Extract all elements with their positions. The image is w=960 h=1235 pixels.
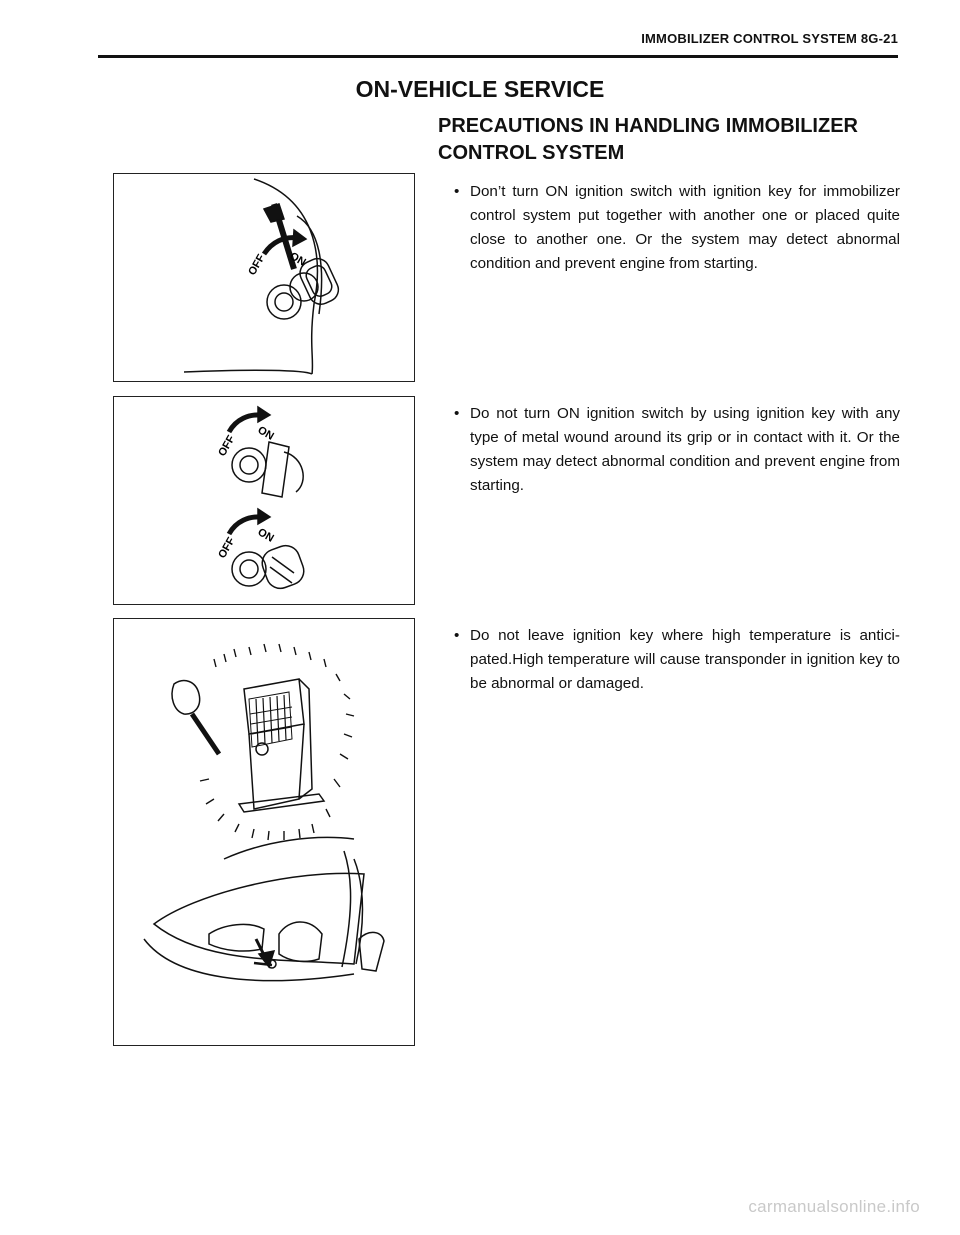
bullet-text: Don’t turn ON ignition switch with ignition key for immobilizer control system put together with another one or placed quite close to another one. Or the system may detect abnormal condition and prevent engine from starting. (470, 183, 900, 272)
heater-box (244, 679, 304, 734)
key-blade (192, 714, 219, 754)
subsection-heading: PRECAUTIONS IN HANDLING IMMOBILIZER CONTROL SYSTEM (438, 115, 858, 164)
figure-key-metal-grip (113, 396, 415, 605)
illustration-metal-keys (114, 397, 414, 604)
bullet-marker: • (454, 405, 460, 422)
bullet-text: Do not turn ON ignition switch by using ignition key with any type of metal wound around its grip or in contact with it. Or the system may detect abnormal condition and prevent engine from starting. (470, 405, 900, 494)
label-on-bottom: ON (255, 526, 276, 545)
dashboard-line (144, 939, 354, 981)
bullet-item-1 (438, 180, 900, 276)
bullet-item-2 (438, 402, 900, 498)
label-on-top: ON (255, 424, 276, 443)
label-off-bottom: OFF (216, 535, 238, 561)
illustration-heat-sources (114, 619, 414, 1045)
side-mirror (359, 932, 384, 971)
second-key-cylinder (290, 273, 318, 301)
bullet-marker: • (454, 183, 460, 200)
bullet-item-3 (438, 624, 900, 696)
illustration-two-keys (114, 174, 414, 381)
ignition-switch-circle-top (232, 448, 266, 482)
label-off-top: OFF (216, 433, 238, 459)
ignition-switch-circle (267, 285, 301, 319)
section-title: ON-VEHICLE SERVICE (355, 76, 605, 102)
figure-high-temperature (113, 618, 415, 1046)
bullet-text: Do not leave ignition key where high temperature is antici-pated.High temperature will cause transponder in ignition key to be abnormal or damaged. (470, 627, 900, 692)
steering-wheel (279, 922, 322, 961)
figure-two-keys-ignition (113, 173, 415, 382)
dashboard-edge-line (254, 179, 317, 374)
header-rule (98, 55, 898, 58)
ignition-switch-circle-bottom (232, 552, 266, 586)
watermark: carmanualsonline.info (748, 1197, 920, 1216)
bullet-marker: • (454, 627, 460, 644)
dashboard-bottom-line (184, 370, 312, 374)
key-head (172, 681, 200, 714)
running-header: IMMOBILIZER CONTROL SYSTEM 8G-21 (641, 31, 898, 46)
label-on: ON (287, 250, 308, 269)
label-off: OFF (246, 252, 268, 278)
windshield (154, 873, 364, 964)
